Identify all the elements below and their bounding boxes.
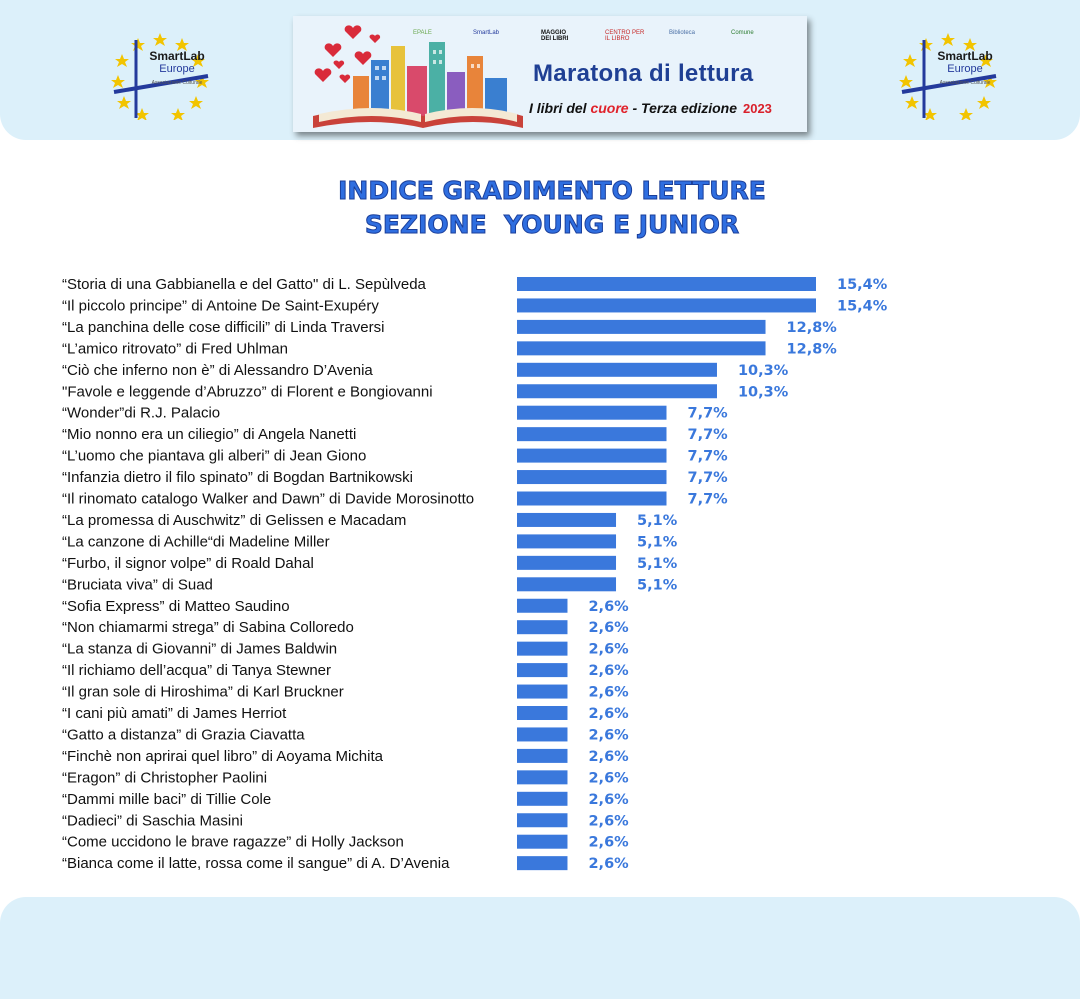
value-label: 10,3% — [737, 384, 789, 401]
bar — [517, 277, 816, 291]
logo-name: SmartLab — [937, 49, 993, 63]
bar — [517, 384, 717, 398]
value-label: 7,7% — [687, 491, 728, 508]
value-label: 2,6% — [588, 684, 629, 701]
value-label: 2,6% — [588, 641, 629, 658]
value-label: 5,1% — [637, 512, 678, 529]
value-label: 7,7% — [687, 448, 728, 465]
value-label: 2,6% — [588, 620, 629, 637]
bar — [517, 577, 616, 591]
value-label: 12,8% — [786, 319, 837, 336]
sponsor-logo: SmartLab — [473, 30, 500, 36]
bar — [517, 534, 616, 548]
banner-year: 2023 — [742, 101, 772, 116]
banner-subtitle-end: - Terza edizione — [628, 100, 737, 116]
bar — [517, 792, 567, 806]
category-label: “Bianca come il latte, rossa come il sangue” di A. D’Avenia — [62, 855, 450, 873]
value-label: 2,6% — [588, 791, 629, 808]
bar — [517, 620, 567, 634]
value-label: 2,6% — [588, 856, 629, 873]
category-label: “Bruciata viva” di Suad — [62, 576, 213, 594]
logo-tagline: Associazione Culturale — [939, 80, 991, 86]
bar — [517, 856, 567, 870]
bar — [517, 406, 667, 420]
sponsor-logo: EPALE — [413, 30, 432, 36]
sponsor-logos — [413, 26, 793, 56]
category-label: “La panchina delle cose difficili” di Linda Traversi — [62, 318, 385, 336]
bar — [517, 427, 667, 441]
category-label: “Wonder”di R.J. Palacio — [62, 404, 221, 422]
logo-name: SmartLab — [149, 49, 205, 63]
value-label: 10,3% — [737, 362, 789, 379]
sponsor-logo: Comune — [731, 30, 754, 36]
bar — [517, 492, 667, 506]
category-label: “L’amico ritrovato” di Fred Uhlman — [62, 340, 288, 358]
banner-title: Maratona di lettura — [533, 60, 754, 87]
value-label: 2,6% — [588, 727, 629, 744]
bar — [517, 470, 667, 484]
footer-band — [0, 897, 1080, 999]
logo-subtitle: Europe — [947, 63, 983, 75]
bar — [517, 749, 567, 763]
category-label: “La canzone di Achille“di Madeline Miller — [62, 533, 330, 551]
category-label: “I cani più amati” di James Herriot — [62, 705, 287, 722]
event-banner — [293, 16, 807, 132]
value-label: 2,6% — [588, 834, 629, 851]
logo-tagline: Associazione Culturale — [151, 80, 203, 86]
bar — [517, 513, 616, 527]
value-label: 2,6% — [588, 598, 629, 615]
value-label: 12,8% — [786, 341, 837, 358]
banner-subtitle-highlight: cuore — [590, 100, 629, 116]
smartlab-logo-right — [896, 30, 1006, 120]
bar — [517, 341, 766, 355]
category-label: “Infanzia dietro il filo spinato” di Bogdan Bartnikowski — [62, 469, 414, 487]
bar — [517, 449, 667, 463]
category-label: “Il piccolo principe” di Antoine De Saint-Exupéry — [62, 297, 379, 315]
bar — [517, 642, 567, 656]
category-label: “Non chiamarmi strega” di Sabina Colloredo — [62, 619, 354, 637]
category-label: “La promessa di Auschwitz” di Gelissen e Macadam — [62, 511, 407, 529]
banner-subtitle-start: I libri del — [529, 100, 591, 116]
banner-subtitle — [529, 100, 772, 116]
category-labels — [62, 276, 474, 872]
bar — [517, 663, 567, 677]
category-label: “Dadieci” di Saschia Masini — [62, 812, 243, 830]
value-label: 5,1% — [637, 555, 678, 572]
sponsor-logo: CENTRO PER IL LIBRO — [605, 30, 645, 42]
smartlab-logo-left — [108, 30, 218, 120]
category-label: “Il richiamo dell’acqua” di Tanya Stewner — [62, 662, 332, 680]
bar — [517, 813, 567, 827]
value-label: 15,4% — [837, 277, 888, 293]
value-label: 2,6% — [588, 813, 629, 830]
category-label: “Mio nonno era un ciliegio” di Angela Nanetti — [62, 426, 357, 444]
value-label: 2,6% — [588, 706, 629, 722]
logo-subtitle: Europe — [159, 63, 195, 75]
category-label: “Il gran sole di Hiroshima” di Karl Bruckner — [62, 683, 344, 701]
value-label: 15,4% — [837, 298, 888, 315]
value-label: 7,7% — [687, 427, 728, 444]
category-label: “La stanza di Giovanni” di James Baldwin — [62, 640, 338, 658]
bar-chart — [0, 262, 1080, 882]
category-label: “Furbo, il signor volpe” di Roald Dahal — [62, 554, 314, 572]
value-label: 2,6% — [588, 770, 629, 787]
bar — [517, 727, 567, 741]
bar — [517, 556, 616, 570]
value-label: 2,6% — [588, 663, 629, 680]
bar — [517, 706, 567, 720]
value-label: 5,1% — [637, 577, 678, 594]
hearts-icon — [315, 25, 381, 83]
category-label: “Storia di una Gabbianella e del Gatto" di L. Sepùlveda — [62, 276, 426, 293]
category-label: “Finchè non aprirai quel libro” di Aoyama Michita — [62, 747, 383, 765]
value-label: 5,1% — [637, 534, 678, 551]
category-label: “Il rinomato catalogo Walker and Dawn” di Davide Morosinotto — [62, 490, 475, 508]
value-label: 2,6% — [588, 748, 629, 765]
sponsor-logo: Biblioteca — [669, 30, 696, 36]
bar — [517, 320, 766, 334]
category-label: “Dammi mille baci” di Tillie Cole — [62, 790, 272, 808]
bar — [517, 298, 816, 312]
bar — [517, 835, 567, 849]
category-label: “Sofia Express” di Matteo Saudino — [62, 597, 290, 615]
category-label: “Eragon” di Christopher Paolini — [62, 769, 268, 787]
bar — [517, 599, 567, 613]
category-label: “L’uomo che piantava gli alberi” di Jean Giono — [62, 447, 367, 465]
value-label: 7,7% — [687, 405, 728, 422]
chart-title: INDICE GRADIMENTO LETTURE SEZIONE YOUNG E JUNIOR — [338, 176, 766, 239]
bar — [517, 685, 567, 699]
category-label: "Favole e leggende d’Abruzzo” di Florent e Bongiovanni — [62, 383, 433, 401]
bar — [517, 363, 717, 377]
bar — [517, 770, 567, 784]
category-label: “Gatto a distanza” di Grazia Ciavatta — [62, 726, 305, 744]
sponsor-logo: MAGGIO DEI LIBRI — [541, 30, 569, 42]
category-label: “Come uccidono le brave ragazze” di Holly Jackson — [62, 833, 404, 851]
value-label: 7,7% — [687, 470, 728, 487]
category-label: “Ciò che inferno non è” di Alessandro D’Avenia — [62, 361, 373, 379]
